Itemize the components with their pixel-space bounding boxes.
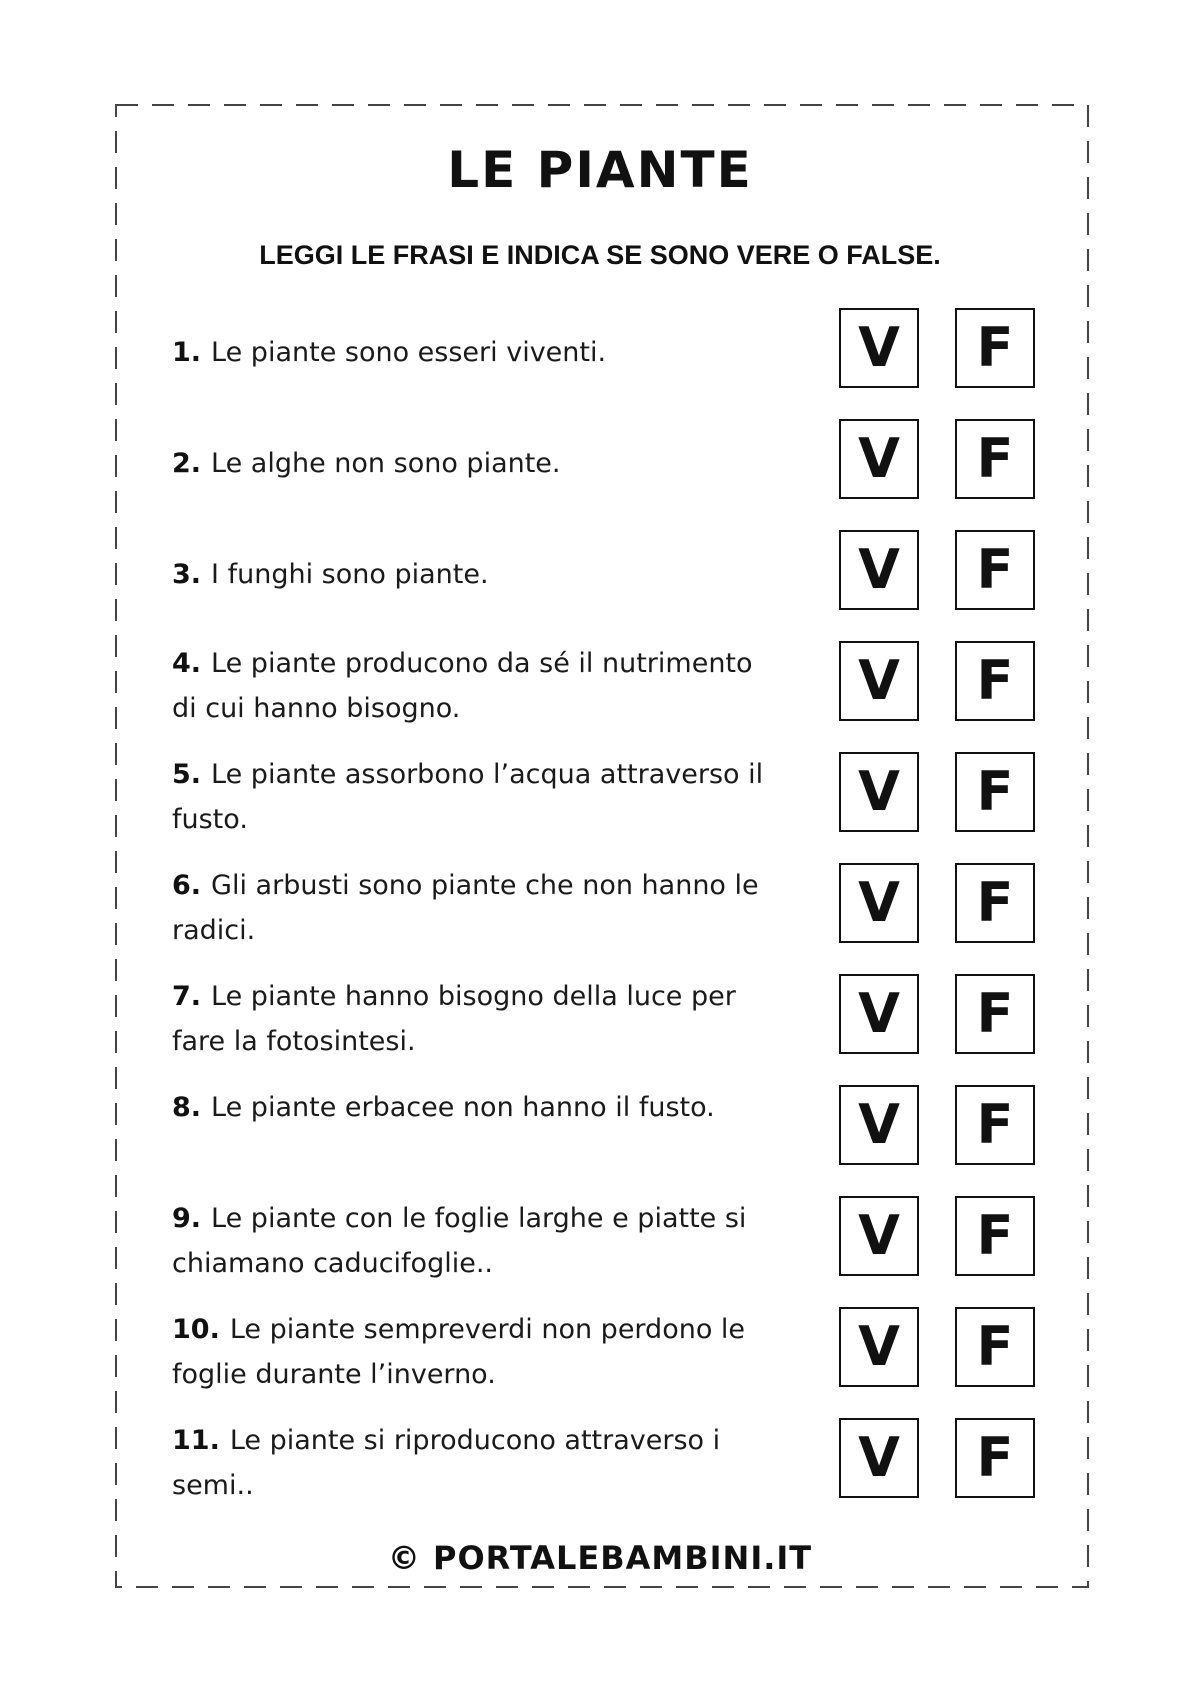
question-number: 3. [172,559,202,590]
false-box-6[interactable]: F [955,863,1035,943]
true-box-4[interactable]: V [839,641,919,721]
true-box-8[interactable]: V [839,1085,919,1165]
question-text: Le alghe non sono piante. [211,448,561,479]
false-box-3[interactable]: F [955,530,1035,610]
question-number: 7. [172,981,202,1012]
copyright-footer: © PORTALEBAMBINI.IT [387,1539,813,1577]
true-box-7[interactable]: V [839,974,919,1054]
question-text: Le piante assorbono l’acqua attraverso il fusto. [172,759,764,835]
false-box-8[interactable]: F [955,1085,1035,1165]
question-number: 10. [172,1314,220,1345]
question-text: Le piante sono esseri viventi. [211,337,607,368]
question-3 [172,552,772,597]
question-1 [172,330,772,375]
question-6 [172,863,772,953]
false-box-9[interactable]: F [955,1196,1035,1276]
question-number: 1. [172,337,202,368]
question-9 [172,1196,772,1286]
true-box-3[interactable]: V [839,530,919,610]
question-number: 6. [172,870,202,901]
question-text: Le piante sempreverdi non perdono le foglie durante l’inverno. [172,1314,746,1390]
question-number: 4. [172,648,202,679]
question-text: I funghi sono piante. [211,559,489,590]
instruction-text: LEGGI LE FRASI E INDICA SE SONO VERE O FALSE. [259,240,941,270]
question-7 [172,974,772,1064]
false-box-11[interactable]: F [955,1418,1035,1498]
true-box-10[interactable]: V [839,1307,919,1387]
question-2 [172,441,772,486]
question-text: Le piante erbacee non hanno il fusto. [211,1092,715,1123]
true-box-5[interactable]: V [839,752,919,832]
question-8 [172,1085,772,1130]
question-number: 5. [172,759,202,790]
question-number: 11. [172,1425,220,1456]
question-number: 9. [172,1203,202,1234]
question-text: Gli arbusti sono piante che non hanno le radici. [172,870,759,946]
true-box-1[interactable]: V [839,308,919,388]
question-text: Le piante hanno bisogno della luce per fare la fotosintesi. [172,981,736,1057]
question-text: Le piante con le foglie larghe e piatte si chiamano caducifoglie.. [172,1203,747,1279]
true-box-11[interactable]: V [839,1418,919,1498]
question-number: 8. [172,1092,202,1123]
true-box-2[interactable]: V [839,419,919,499]
false-box-7[interactable]: F [955,974,1035,1054]
false-box-1[interactable]: F [955,308,1035,388]
page-title: LE PIANTE [447,141,753,199]
false-box-5[interactable]: F [955,752,1035,832]
false-box-2[interactable]: F [955,419,1035,499]
question-text: Le piante producono da sé il nutrimento di cui hanno bisogno. [172,648,753,724]
question-10 [172,1307,772,1397]
true-box-6[interactable]: V [839,863,919,943]
question-number: 2. [172,448,202,479]
true-box-9[interactable]: V [839,1196,919,1276]
question-text: Le piante si riproducono attraverso i semi.. [172,1425,721,1501]
false-box-10[interactable]: F [955,1307,1035,1387]
question-4 [172,641,772,731]
question-11 [172,1418,772,1508]
question-5 [172,752,772,842]
false-box-4[interactable]: F [955,641,1035,721]
